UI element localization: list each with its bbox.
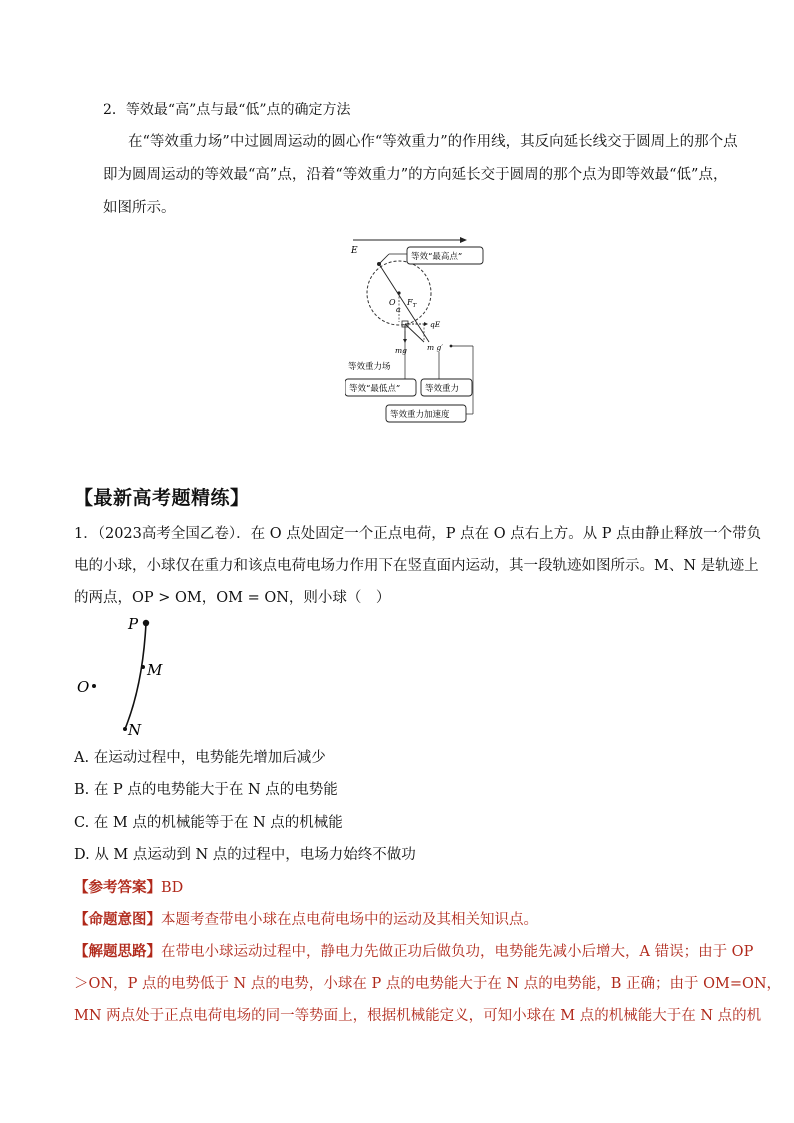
question-line-2: 电的小球，小球仅在重力和该点电荷电场力作用下在竖直面内运动，其一段轨迹如图所示。M、N 是轨迹上 [74,558,759,574]
paragraph-line-2: 即为圆周运动的等效最“高”点，沿着“等效重力”的方向延长交于圆周的那个点为即等效最“低”点， [103,167,728,183]
gravity-action-line [379,264,429,342]
label-p: P [128,615,139,633]
equivalent-weight-label: m g′ [427,343,443,352]
paragraph-line-1: 在“等效重力场”中过圆周运动的圆心作“等效重力”的作用线，其反向延长线交于圆周上的那个点 [128,134,738,150]
weight-label: mg [395,346,407,355]
option-b: B. 在 P 点的电势能大于在 N 点的电势能 [74,782,338,798]
highest-point-label: 等效“最高点” [411,252,463,262]
question-intent [74,910,538,930]
question-intent-text: 本题考查带电小球在点电荷电场中的运动及其相关知识点。 [161,912,538,928]
analysis-text-1: 在带电小球运动过程中，静电力先做正功后做负功，电势能先减小后增大，A 错误；由于 OP [161,944,754,960]
question-line-1: 1．（2023高考全国乙卷）．在 O 点处固定一个正点电荷，P 点在 O 点右上方。从 P 点由静止释放一个带负 [74,526,762,542]
analysis-label: 【解题思路】 [74,943,161,960]
equivalent-gravity-label: 等效重力 [425,384,460,394]
trajectory-curve [125,623,146,729]
trajectory-figure [70,612,180,740]
reference-answer-label: 【参考答案】 [74,879,161,896]
question-intent-label: 【命题意图】 [74,911,161,928]
option-a: A. 在运动过程中，电势能先增加后减少 [74,750,326,766]
reference-answer [74,878,183,898]
point-o [92,684,96,688]
question-line-3: 的两点，OP > OM，OM = ON，则小球（ ） [74,590,391,606]
analysis-line-3: MN 两点处于正点电荷电场的同一等势面上，根据机械能定义，可知小球在 M 点的机械能大于在 N 点的机 [74,1008,762,1024]
tension-label: $F_T$ [407,298,417,309]
field-arrowhead [460,237,467,243]
analysis-line-1 [74,942,753,962]
point-p [143,620,149,626]
option-c: C. 在 M 点的机械能等于在 N 点的机械能 [74,815,343,831]
section-title: 【最新高考题精练】 [74,487,250,509]
angle-label: α [396,306,401,314]
point-n [123,727,127,731]
option-d: D. 从 M 点运动到 N 点的过程中，电场力始终不做功 [74,847,416,863]
lowest-point-label: 等效“最低点” [349,384,401,394]
label-m: M [147,661,163,679]
analysis-line-2: ＞ON，P 点的电势低于 N 点的电势，小球在 P 点的电势能大于在 N 点的电势能，B 正确；由于 OM=ON， [74,976,782,992]
center-label: O [389,298,396,307]
label-o: O [77,678,90,696]
method-heading: 2．等效最“高”点与最“低”点的确定方法 [103,102,351,118]
paragraph-line-3: 如图所示。 [103,200,176,216]
equivalent-gravity-diagram [345,234,495,429]
point-m [141,665,145,669]
equivalent-acceleration-label: 等效重力加速度 [390,410,450,420]
electric-force-label: qE [430,320,441,329]
equivalent-field-label: 等效重力场 [348,362,391,372]
field-label: E [351,246,358,256]
label-n: N [128,721,142,739]
reference-answer-value: BD [161,880,184,896]
equivalent-weight-arrow [405,324,424,342]
